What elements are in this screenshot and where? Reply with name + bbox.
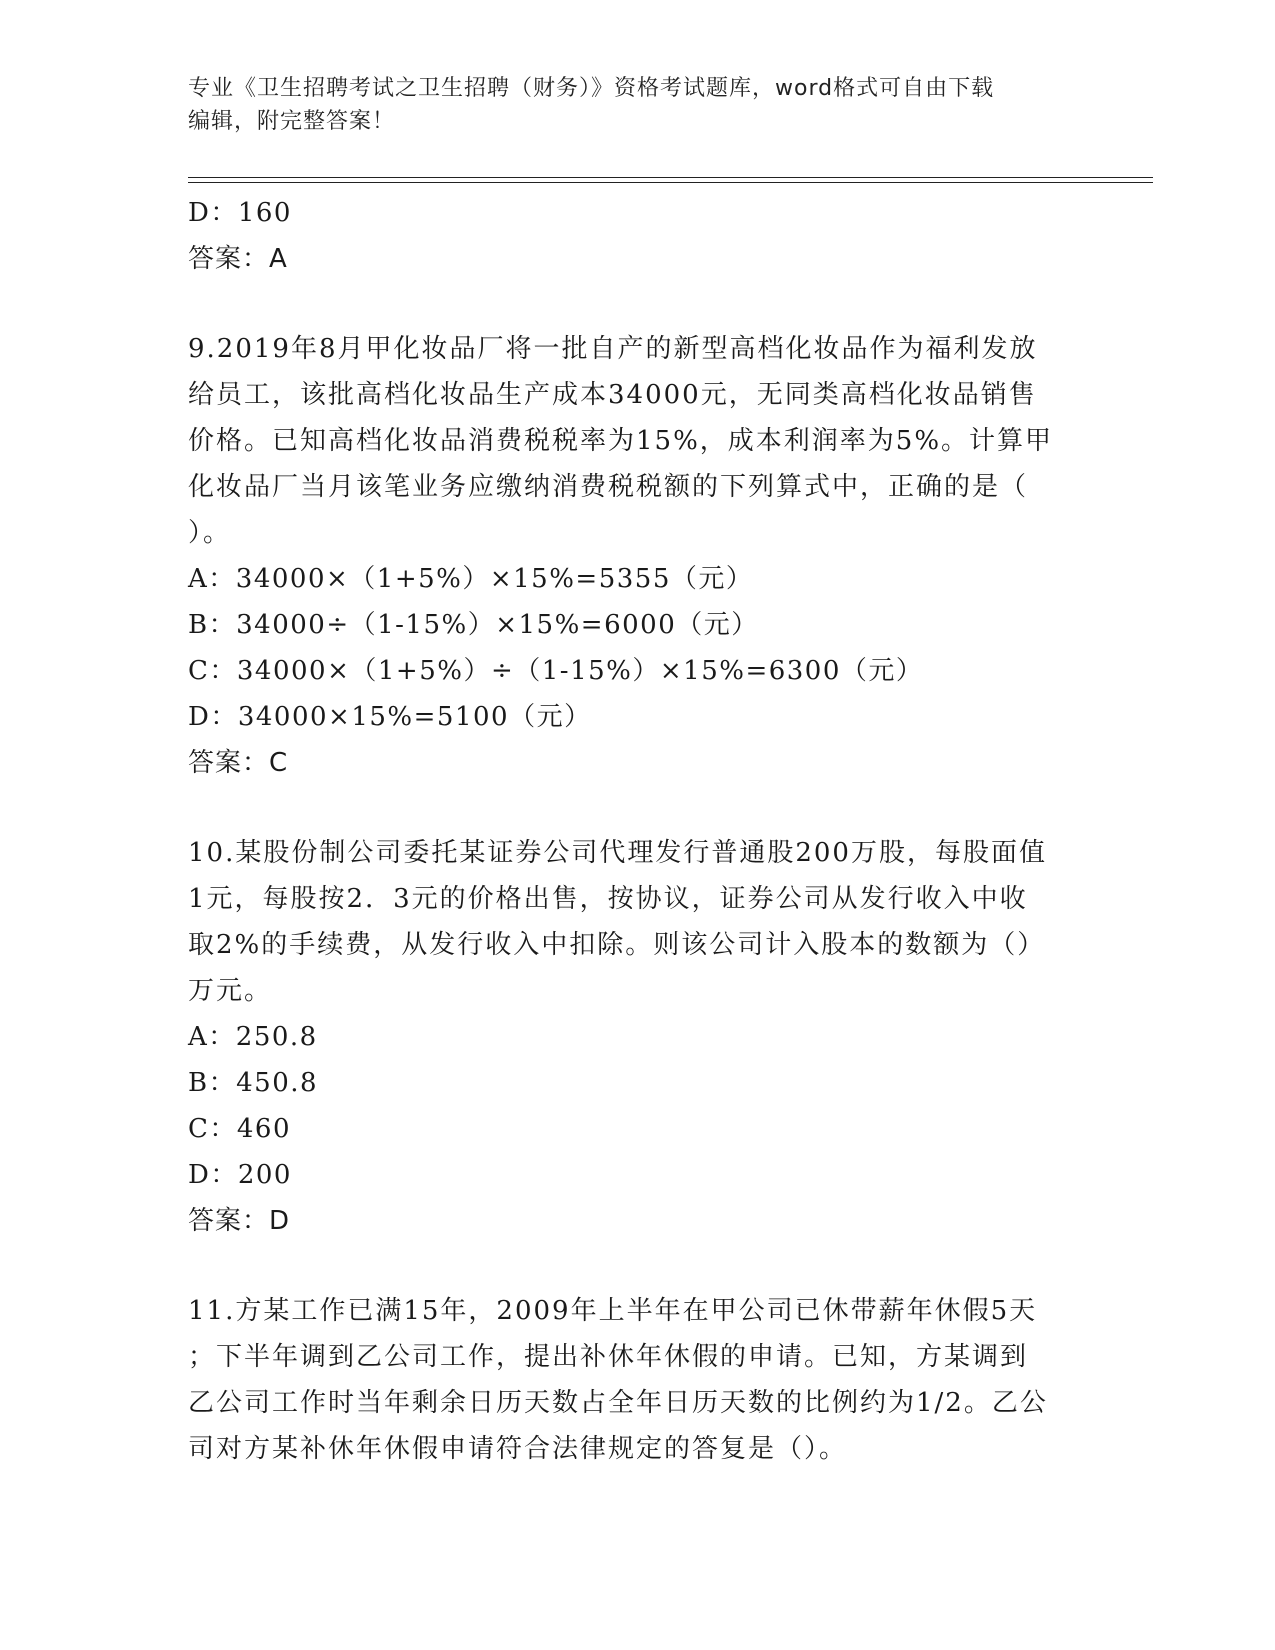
question-10-option-c: C：460	[188, 1114, 292, 1144]
question-9-line: 价格。已知高档化妆品消费税税率为15%，成本利润率为5%。计算甲	[188, 426, 1054, 456]
question-9-line: 9.2019年8月甲化妆品厂将一批自产的新型高档化妆品作为福利发放	[188, 334, 1038, 364]
header-divider-top	[188, 177, 1153, 178]
spacer	[188, 282, 1088, 326]
question-10-option-d: D：200	[188, 1160, 292, 1190]
question-11-line: 乙公司工作时当年剩余日历天数占全年日历天数的比例约为1/2。乙公	[188, 1388, 1048, 1418]
question-10-line: 10.某股份制公司委托某证券公司代理发行普通股200万股，每股面值	[188, 838, 1047, 868]
question-10-line: 1元，每股按2．3元的价格出售，按协议，证券公司从发行收入中收	[188, 884, 1028, 914]
question-11-line: 11.方某工作已满15年，2009年上半年在甲公司已休带薪年休假5天	[188, 1296, 1038, 1326]
header-line-2: 编辑，附完整答案！	[188, 109, 396, 134]
spacer	[188, 786, 1088, 830]
question-9-option-b: B：34000÷（1-15%）×15%=6000（元）	[188, 610, 759, 640]
header-line-1: 专业《卫生招聘考试之卫生招聘（财务）》资格考试题库，word格式可自由下载	[188, 76, 995, 101]
question-9-line: 化妆品厂当月该笔业务应缴纳消费税税额的下列算式中，正确的是（	[188, 472, 1029, 502]
header-divider-bottom	[188, 182, 1153, 183]
question-10-line: 万元。	[188, 976, 273, 1006]
question-10	[188, 830, 1088, 1014]
question-10-option-b: B：450.8	[188, 1068, 319, 1098]
question-11-line: ；下半年调到乙公司工作，提出补休年休假的申请。已知，方某调到	[188, 1342, 1029, 1372]
question-9-option-c: C：34000×（1+5%）÷（1-15%）×15%=6300（元）	[188, 656, 924, 686]
question-9-option-d: D：34000×15%=5100（元）	[188, 702, 592, 732]
question-11-line: 司对方某补休年休假申请符合法律规定的答复是（）。	[188, 1434, 848, 1464]
question-11	[188, 1288, 1088, 1472]
question-9-line: 给员工，该批高档化妆品生产成本34000元，无同类高档化妆品销售	[188, 380, 1037, 410]
spacer	[188, 1244, 1088, 1288]
question-10-line: 取2%的手续费，从发行收入中扣除。则该公司计入股本的数额为（）	[188, 930, 1046, 960]
prev-option-d: D：160	[188, 198, 292, 228]
question-9-line: ）。	[188, 518, 232, 548]
question-9	[188, 326, 1088, 556]
question-9-answer: 答案：C	[188, 748, 289, 778]
page-header	[188, 72, 1088, 138]
question-9-option-a: A：34000×（1+5%）×15%=5355（元）	[188, 564, 754, 594]
question-10-option-a: A：250.8	[188, 1022, 318, 1052]
page-content	[188, 190, 1088, 1472]
question-10-answer: 答案：D	[188, 1206, 291, 1236]
prev-answer: 答案：A	[188, 244, 288, 274]
